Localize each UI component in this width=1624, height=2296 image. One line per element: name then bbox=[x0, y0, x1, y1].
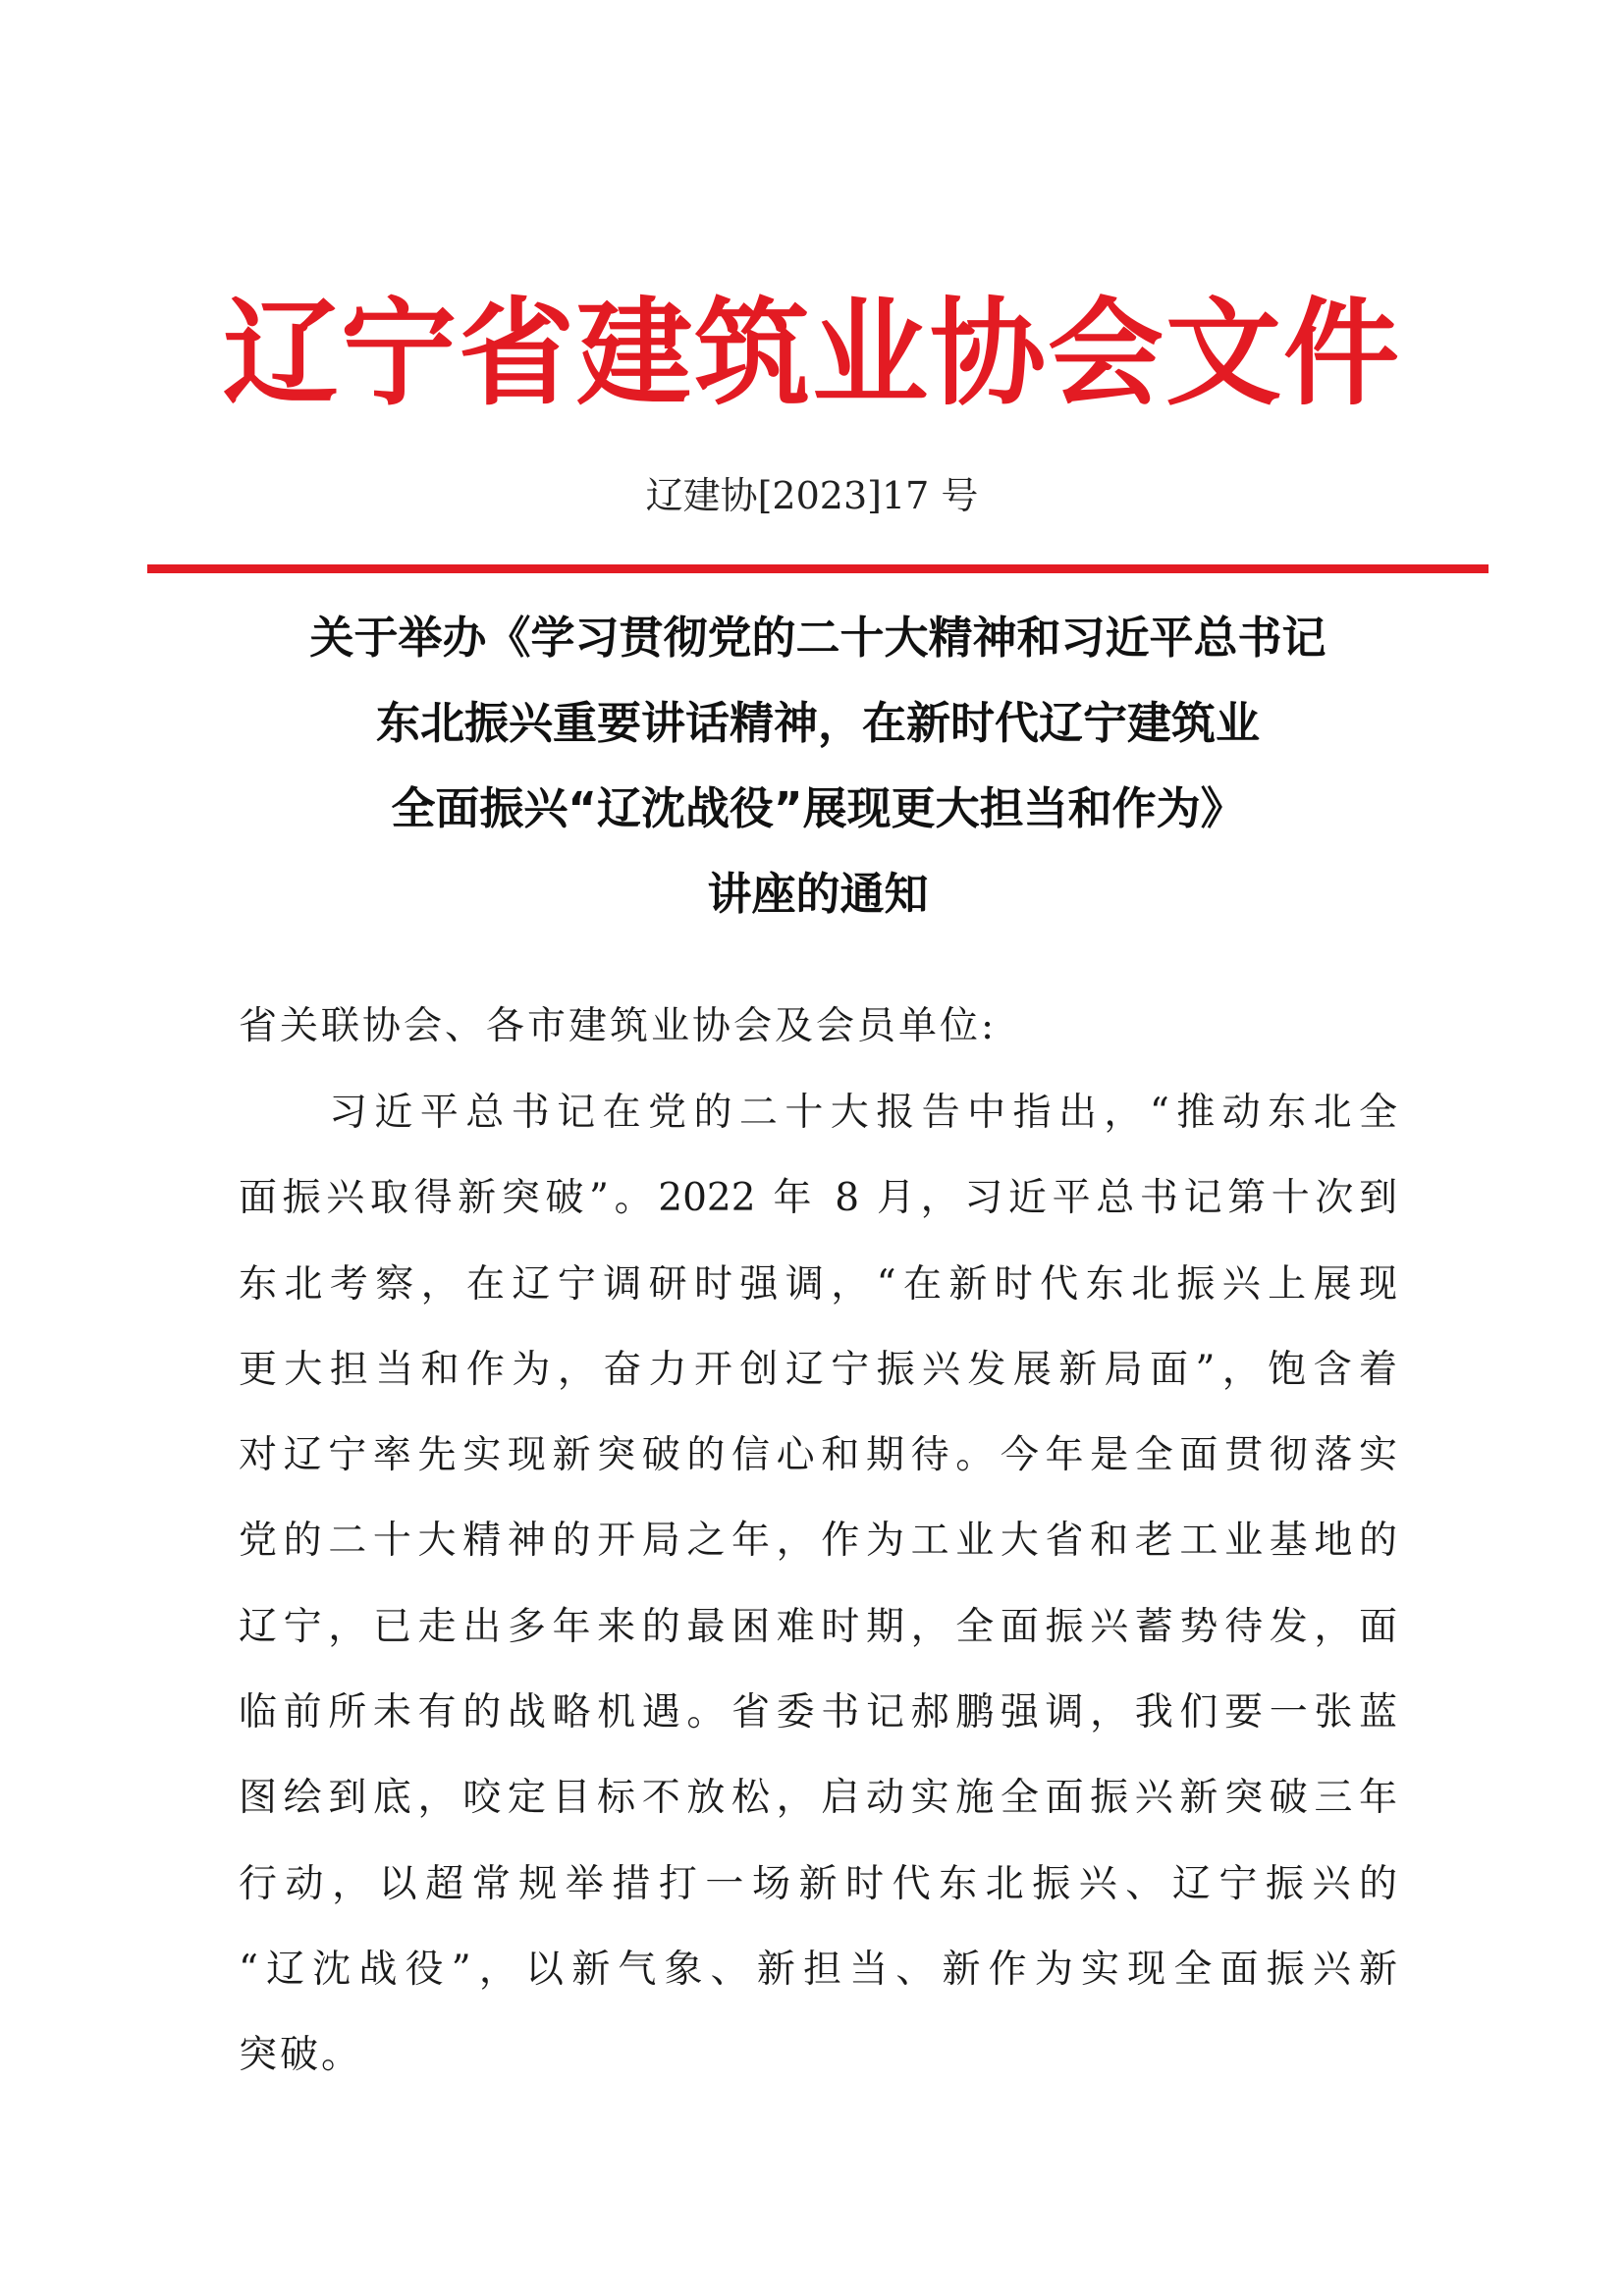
paragraph-line: 辽宁，已走出多年来的最困难时期，全面振兴蓄势待发，面 bbox=[239, 1604, 1397, 1649]
paragraph-line: 东北考察，在辽宁调研时强调，“在新时代东北振兴上展现 bbox=[239, 1261, 1397, 1307]
paragraph-line: 党的二十大精神的开局之年，作为工业大省和老工业基地的 bbox=[239, 1519, 1397, 1564]
paragraph-line: 行动，以超常规举措打一场新时代东北振兴、辽宁振兴的 bbox=[239, 1861, 1397, 1906]
notice-title-line: 全面振兴“辽沈战役”展现更大担当和作为》 bbox=[391, 782, 1245, 834]
paragraph-line: 突破。 bbox=[239, 2033, 363, 2078]
paragraph-line: 更大担当和作为，奋力开创辽宁振兴发展新局面”，饱含着 bbox=[239, 1347, 1397, 1392]
notice-title-line: 讲座的通知 bbox=[707, 868, 929, 920]
paragraph-line: 临前所未有的战略机遇。省委书记郝鹏强调，我们要一张蓝 bbox=[239, 1690, 1397, 1735]
notice-title-line: 东北振兴重要讲话精神，在新时代辽宁建筑业 bbox=[375, 697, 1260, 749]
notice-title bbox=[147, 595, 1489, 936]
paragraph-line: 图绘到底，咬定目标不放松，启动实施全面振兴新突破三年 bbox=[239, 1776, 1397, 1821]
document-masthead: 辽宁省建筑业协会文件 bbox=[222, 286, 1401, 421]
body-paragraph bbox=[239, 1070, 1397, 2099]
document-number: 辽建协[2023]17 号 bbox=[645, 474, 979, 517]
paragraph-line: “辽沈战役”，以新气象、新担当、新作为实现全面振兴新 bbox=[239, 1947, 1397, 1992]
red-divider-rule bbox=[147, 564, 1489, 573]
paragraph-line: 习近平总书记在党的二十大报告中指出，“推动东北全 bbox=[329, 1091, 1397, 1135]
paragraph-line: 对辽宁率先实现新突破的信心和期待。今年是全面贯彻落实 bbox=[239, 1433, 1397, 1478]
paragraph-line: 面振兴取得新突破”。2022 年 8 月，习近平总书记第十次到 bbox=[239, 1176, 1397, 1221]
salutation: 省关联协会、各市建筑业协会及会员单位: bbox=[239, 1004, 998, 1048]
notice-title-line: 关于举办《学习贯彻党的二十大精神和习近平总书记 bbox=[309, 612, 1326, 664]
